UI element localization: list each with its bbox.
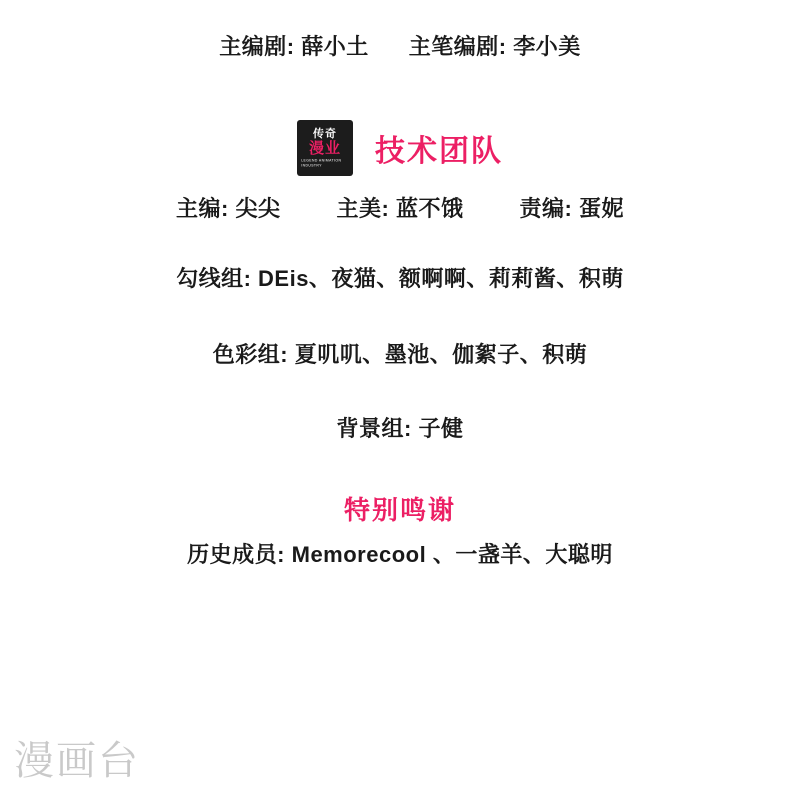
credit-background-team [337, 412, 464, 443]
credit-role-label: 主编剧: [219, 34, 295, 59]
team-header [0, 120, 800, 176]
credit-art-director [337, 192, 464, 223]
credit-role-label: 责编: [519, 196, 573, 221]
credit-names: 子健 [418, 416, 464, 441]
color-team-row [0, 338, 800, 369]
credit-role-label: 色彩组: [212, 342, 289, 367]
history-members-row [0, 538, 800, 569]
credit-role-label: 勾线组: [176, 266, 252, 291]
credit-head-writer [219, 30, 368, 61]
credit-role-label: 背景组: [336, 416, 412, 441]
top-credits-row [0, 30, 800, 61]
credit-names: 夏叽叽、墨池、伽絮子、积萌 [294, 342, 588, 367]
credit-names: 蓝不饿 [395, 196, 464, 221]
credit-names: 李小美 [513, 34, 581, 59]
credit-names: DEis、夜猫、额啊啊、莉莉酱、积萌 [258, 266, 624, 291]
credit-responsible-editor [519, 192, 623, 223]
credit-role-label: 主编: [176, 196, 229, 221]
credit-color-team [213, 338, 587, 369]
watermark-text: 漫画台 [14, 739, 140, 783]
credit-history-members [187, 538, 613, 569]
credit-lineart-team [176, 262, 624, 293]
logo-top-text: 传奇 [313, 127, 337, 140]
credit-names: 尖尖 [235, 196, 281, 221]
credit-names: 蛋妮 [578, 196, 624, 221]
credit-role-label: 主美: [336, 196, 390, 221]
credit-names: Memorecool 、一盏羊、大聪明 [291, 542, 613, 567]
special-thanks-title: 特别鸣谢 [343, 495, 456, 525]
credit-role-label: 历史成员: [187, 542, 285, 567]
staff-credits-row [0, 192, 800, 223]
credit-lead-scriptwriter [409, 30, 581, 61]
logo-mid-text: 漫业 [308, 139, 341, 157]
logo-bottom-text: LEGEND ANIMATION INDUSTRY [301, 157, 342, 167]
background-team-row [0, 412, 800, 443]
credit-names: 薛小土 [301, 34, 369, 59]
credit-chief-editor [176, 192, 280, 223]
credit-role-label: 主笔编剧: [408, 34, 507, 59]
studio-logo-icon [297, 120, 353, 176]
team-title: 技术团队 [375, 135, 503, 168]
lineart-team-row [0, 262, 800, 293]
